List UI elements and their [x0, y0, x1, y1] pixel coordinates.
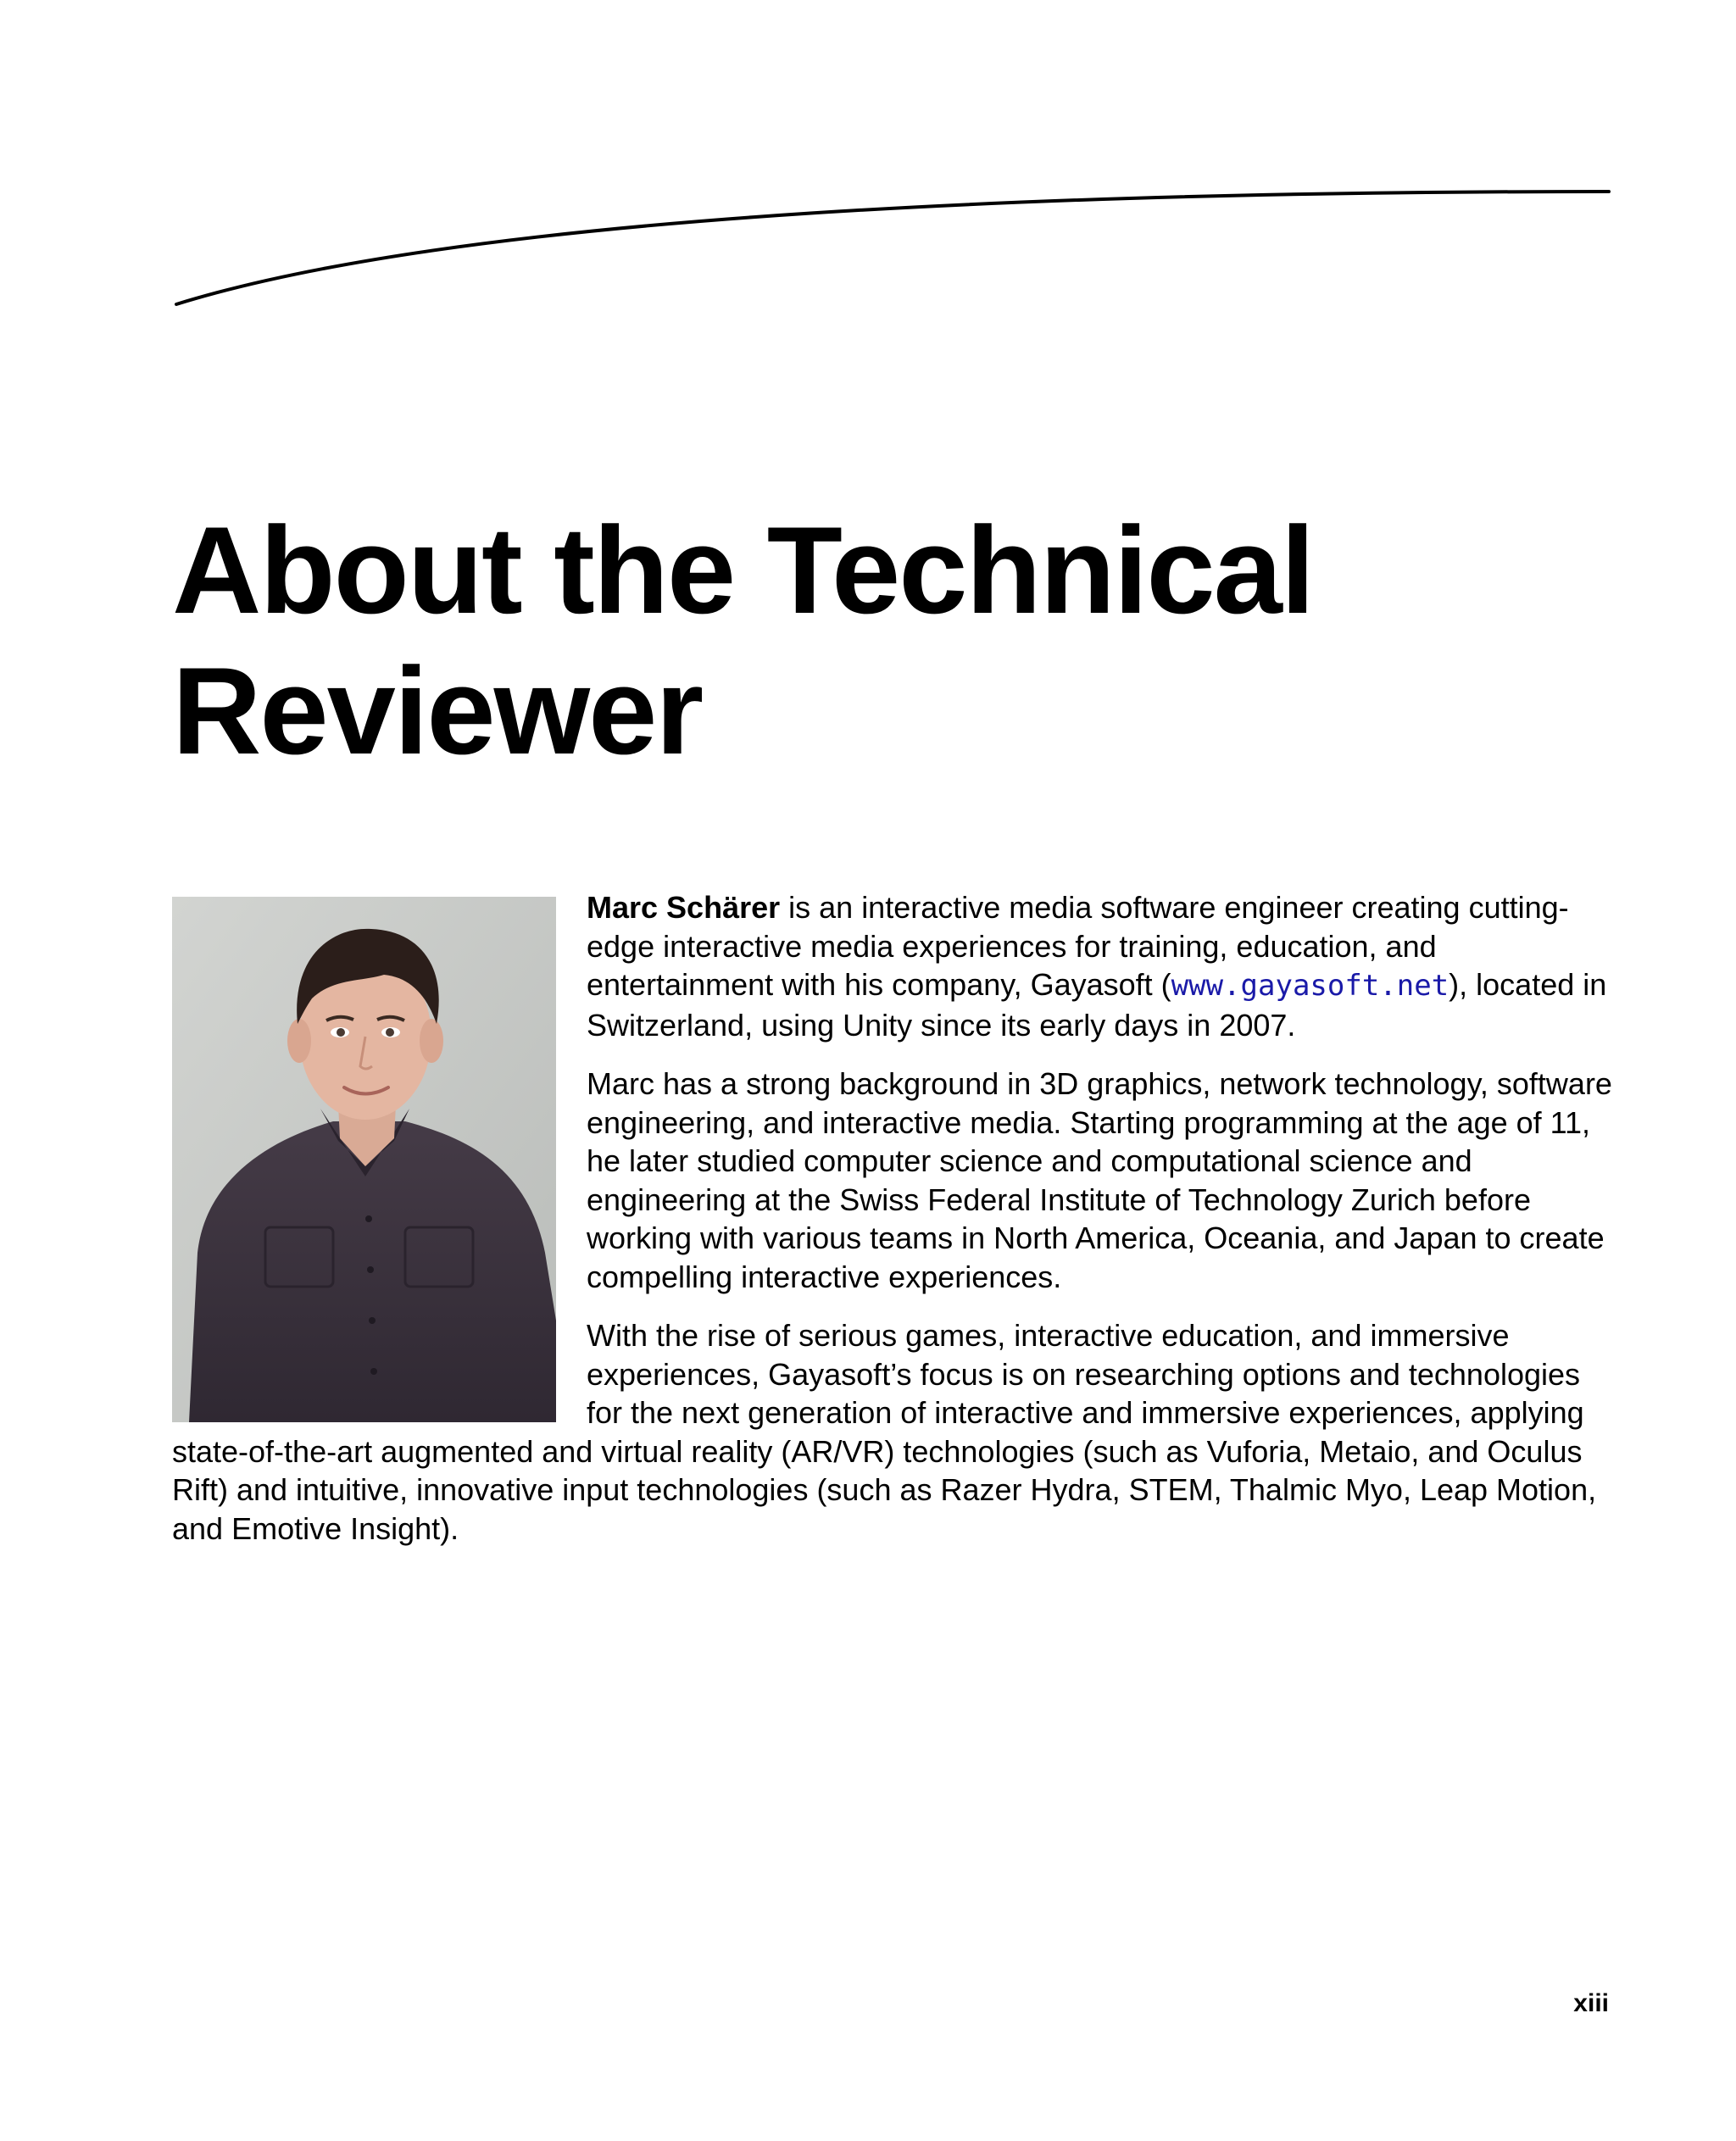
bio-paragraph-3: With the rise of serious games, interactive education, and immersive experiences, Gayasoft’s focus is on researching options and technologies for the next generation of interactive and immersive experiences, applying state-of-the-art augmented and virtual reality (AR/VR) technologies (such as Vuforia, Metaio, and Oculus Rift) and intuitive, innovative input technologies (such as Razer Hydra, STEM, Thalmic Myo, Leap Motion, and Emotive Insight). [172, 1318, 1597, 1546]
reviewer-name: Marc Schärer [587, 890, 781, 925]
chapter-title-line-2: Reviewer [172, 642, 703, 780]
company-url-link[interactable]: www.gayasoft.net [1171, 969, 1449, 1003]
page-number: xiii [1573, 1989, 1609, 2017]
reviewer-portrait-photo [172, 897, 556, 1422]
reviewer-bio [172, 888, 1613, 1568]
bio-paragraph-1-text-b: ), located in Switzerland, using Unity since its early days in 2007. [587, 967, 1607, 1043]
chapter-title-line-1: About the Technical [172, 501, 1314, 639]
bio-paragraph-1-text-a: is an interactive media software engineer creating cutting-edge interactive media experiences for training, education, and entertainment with his company, Gayasoft ( [587, 890, 1569, 1002]
chapter-title [172, 500, 1313, 781]
chapter-swoosh-divider [0, 0, 1736, 356]
bio-paragraph-2: Marc has a strong background in 3D graphics, network technology, software engineering, and interactive media. Starting programming at the age of 11, he later studied computer science and computational science and engineering at the Swiss Federal Institute of Technology Zurich before working with various teams in North America, Oceania, and Japan to create compelling interactive experiences. [587, 1066, 1612, 1294]
